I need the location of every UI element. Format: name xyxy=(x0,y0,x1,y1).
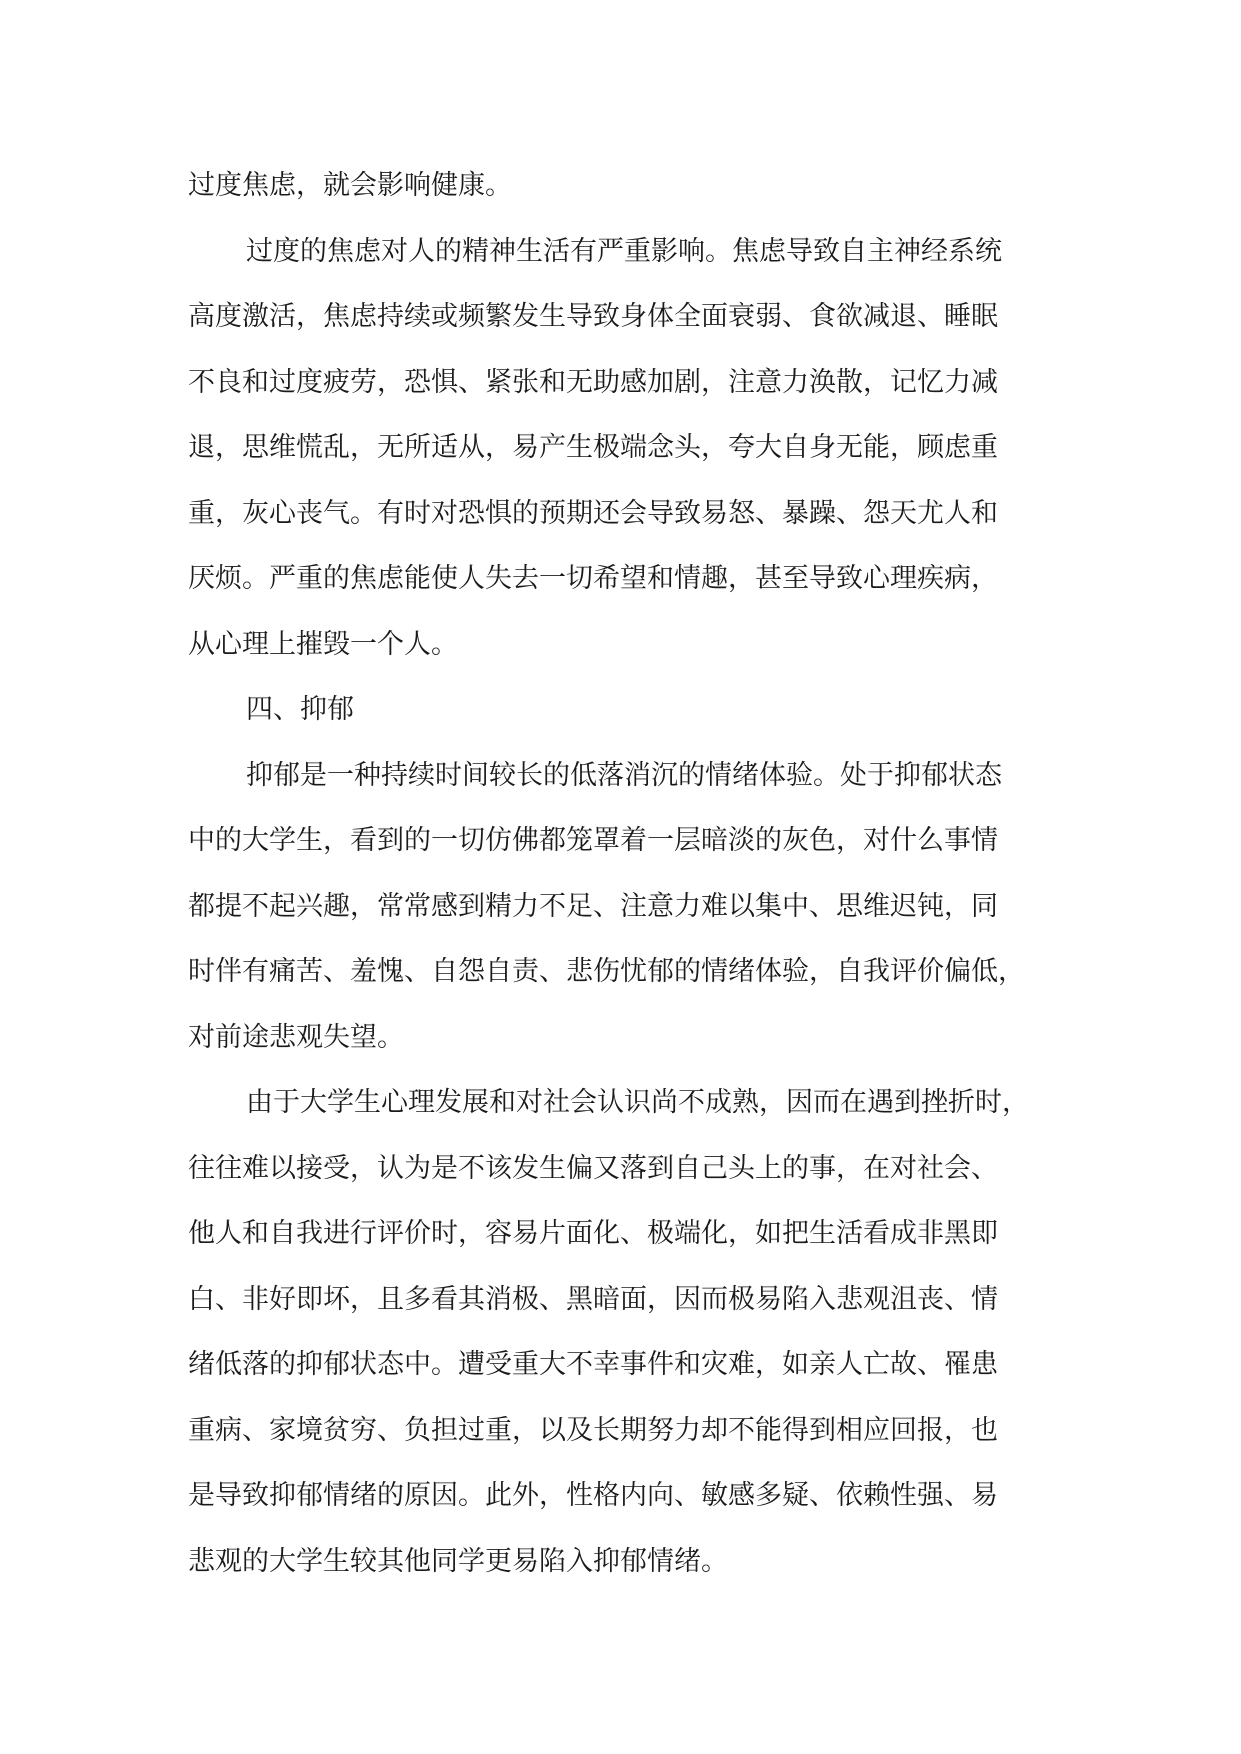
paragraph-anxiety-effects: 过度的焦虑对人的精神生活有严重影响。焦虑导致自主神经系统 高度激活，焦虑持续或频繁发生导致身体全面衰弱、食欲减退、睡眠 不良和过度疲劳，恐惧、紧张和无助感加剧，注意力涣散，记忆力减 退，思维慌乱，无所适从，易产生极端念头，夸大自身无能，顾虑重 重，灰心丧气。有时对恐惧的预期还会导致易怒、暴躁、怨天尤人和 厌烦。严重的焦虑能使人失去一切希望和情趣，甚至导致心理疾病， 从心理上摧毁一个人。 xyxy=(188,235,1002,660)
paragraph-depression-causes: 由于大学生心理发展和对社会认识尚不成熟，因而在遇到挫折时， 往往难以接受，认为是不该发生偏又落到自己头上的事，在对社会、 他人和自我进行评价时，容易片面化、极端化，如把生活看成非黑即 白、非好即坏，且多看其消极、黑暗面，因而极易陷入悲观沮丧、情 绪低落的抑郁状态中。遭受重大不幸事件和灾难，如亲人亡故、罹患 重病、家境贫穷、负担过重，以及长期努力却不能得到相应回报，也 是导致抑郁情绪的原因。此外，性格内向、敏感多疑、依赖性强、易 悲观的大学生较其他同学更易陷入抑郁情绪。 xyxy=(188,1087,1029,1577)
document-body xyxy=(188,153,1056,1594)
paragraph-depression-definition: 抑郁是一种持续时间较长的低落消沉的情绪体验。处于抑郁状态 中的大学生，看到的一切仿佛都笼罩着一层暗淡的灰色，对什么事情 都提不起兴趣，常常感到精力不足、注意力难以集中、思维迟钝，同 时伴有痛苦、羞愧、自怨自责、悲伤忧郁的情绪体验，自我评价偏低， 对前途悲观失望。 xyxy=(188,759,1025,1053)
section-heading-depression: 四、抑郁 xyxy=(246,694,354,725)
paragraph-anxiety-conclusion: 过度焦虑，就会影响健康。 xyxy=(188,170,512,201)
